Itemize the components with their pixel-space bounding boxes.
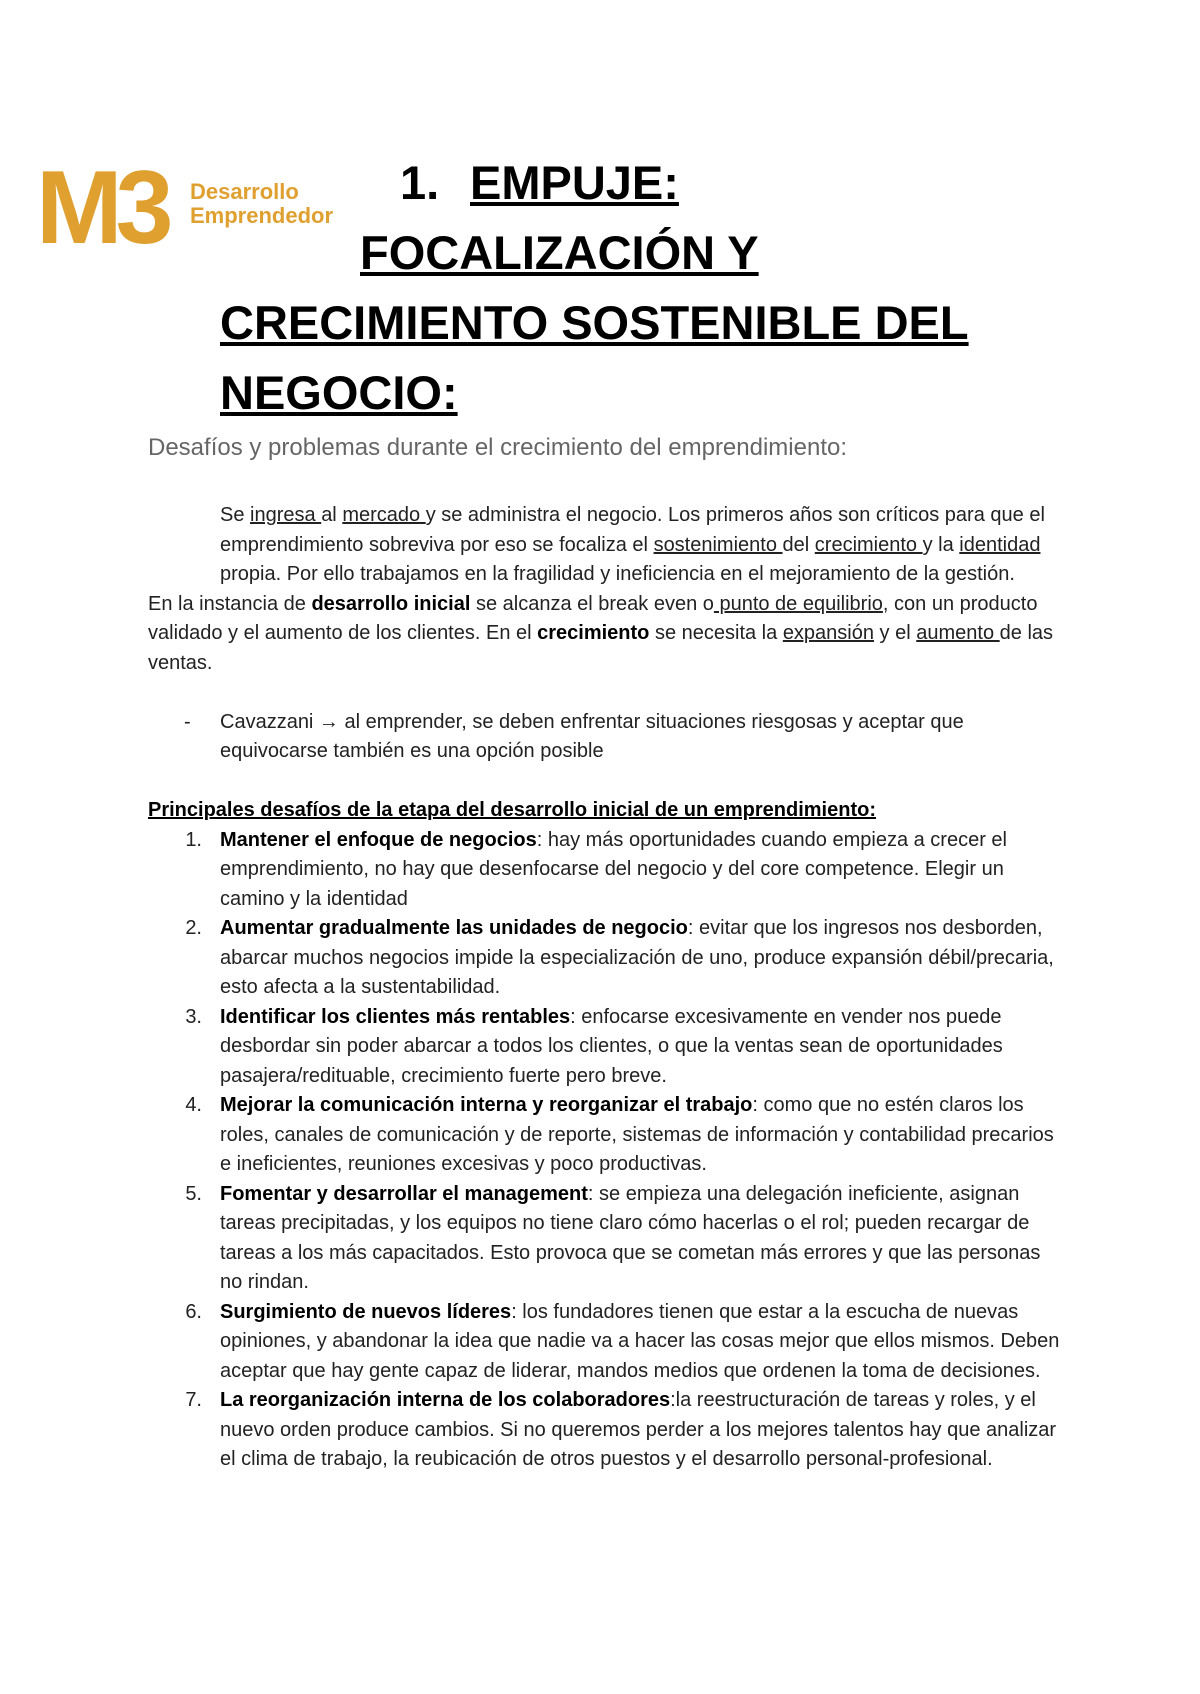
bullet-dash: - (184, 710, 191, 733)
challenges-list (148, 826, 1068, 1475)
list-item: 6. Surgimiento de nuevos líderes: los fundadores tienen que estar a la escucha de nuevas opiniones, y abandonar la idea que nadie va a hacer las cosas mejor que ellos mismos. Deben aceptar que hay gente capaz de liderar, mandos medios que ordenen la toma de decisiones. (185, 1300, 1060, 1382)
title-line3: CRECIMIENTO SOSTENIBLE DEL (220, 296, 969, 349)
logo-text-line2: Emprendedor (190, 203, 334, 228)
bullet-text: Cavazzani → al emprender, se deben enfrentar situaciones riesgosas y aceptar que equivocarse también es una opción posible (220, 710, 964, 762)
list-item: 1. Mantener el enfoque de negocios: hay más oportunidades cuando empieza a crecer el emprendimiento, no hay que desenfocarse del negocio y del core competence. Elegir un camino y la identidad (185, 828, 1007, 910)
section-subtitle: Desafíos y problemas durante el crecimiento del emprendimiento: (148, 434, 848, 461)
list-item: 3. Identificar los clientes más rentables: enfocarse excesivamente en vender nos puede desbordar sin poder abarcar a todos los clientes, o que la ventas sean de oportunidades pasajera/redituable, crecimiento fuerte pero breve. (185, 1005, 1003, 1087)
title-number: 1. (400, 156, 440, 209)
title-line1: EMPUJE: (470, 156, 679, 209)
logo-text-line1: Desarrollo (190, 179, 299, 204)
document-body (148, 501, 1068, 1475)
logo-mark: M3 (36, 150, 167, 266)
spacer (148, 767, 1068, 797)
brand-logo (36, 150, 346, 266)
title-line4: NEGOCIO: (220, 366, 458, 419)
development-paragraph: En la instancia de desarrollo inicial se alcanza el break even o punto de equilibrio, con un producto validado y el aumento de los clientes. En el crecimiento se necesita la expansión y el aumento de las ventas. (148, 592, 1054, 674)
list-item: 7. La reorganización interna de los colaboradores:la reestructuración de tareas y roles, y el nuevo orden produce cambios. Si no queremos perder a los mejores talentos hay que analizar el clima de trabajo, la reubicación de otros puestos y el desarrollo personal-profesional. (185, 1389, 1057, 1470)
title-line2: FOCALIZACIÓN Y (360, 226, 759, 279)
dash-bullet (148, 708, 1068, 767)
list-item: 4. Mejorar la comunicación interna y reorganizar el trabajo: como que no estén claros los roles, canales de comunicación y de reporte, sistemas de información y contabilidad precarios e ineficientes, reuniones excesivas y poco productivas. (185, 1094, 1054, 1175)
list-item: 2. Aumentar gradualmente las unidades de negocio: evitar que los ingresos nos desborden, abarcar muchos negocios impide la especialización de uno, produce expansión débil/precaria, esto afecta a la sustentabilidad. (185, 917, 1054, 998)
spacer (148, 678, 1068, 708)
list-item: 5. Fomentar y desarrollar el management: se empieza una delegación ineficiente, asignan tareas precipitadas, y los equipos no tiene claro cómo hacerlas o el rol; pueden recargar de tareas a los más capacitados. Esto provoca que se cometan más errores y que las personas no rindan. (185, 1182, 1041, 1293)
challenges-heading: Principales desafíos de la etapa del desarrollo inicial de un emprendimiento: (148, 799, 876, 821)
intro-paragraph: Se ingresa al mercado y se administra el negocio. Los primeros años son críticos para que el emprendimiento sobreviva por eso se focaliza el sostenimiento del crecimiento y la identidad propia. Por ello trabajamos en la fragilidad y ineficiencia en el mejoramiento de la gestión. (220, 504, 1045, 585)
